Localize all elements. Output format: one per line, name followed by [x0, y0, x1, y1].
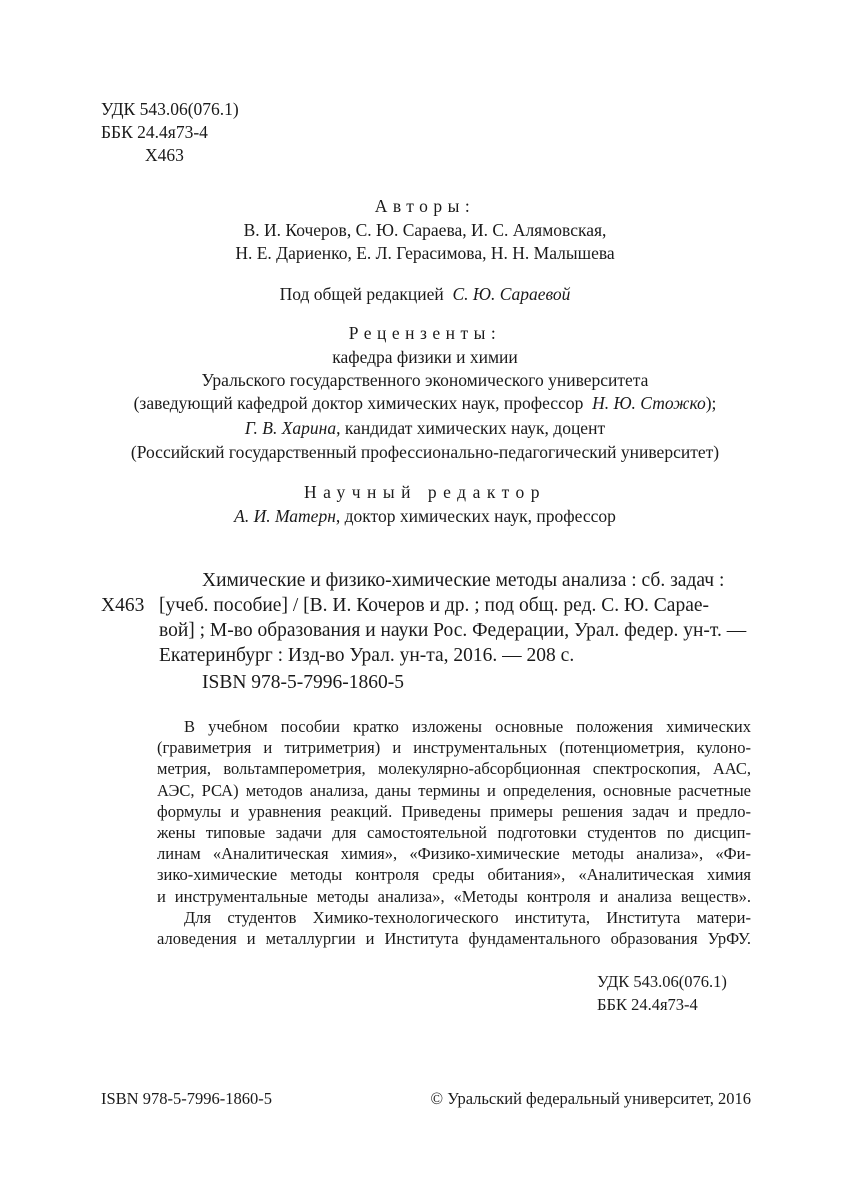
reviewer-head-name: Н. Ю. Стожко — [592, 393, 706, 413]
authors-line-2: Н. Е. Дариенко, Е. Л. Герасимова, Н. Н. Малышева — [235, 243, 615, 263]
general-editor-prefix: Под общей редакцией — [279, 284, 444, 304]
authors-heading: Авторы: — [374, 196, 476, 216]
reviewer-name: Г. В. Харина — [244, 418, 337, 438]
udk-code-bottom: УДК 543.06(076.1) — [597, 972, 727, 991]
reviewers-line-1: кафедра физики и химии — [332, 347, 518, 367]
udk-code: УДК 543.06(076.1) — [101, 99, 239, 119]
annotation-line: В учебном пособии кратко изложены основные положения химических — [184, 717, 751, 736]
catalog-line-3: вой] ; М-во образования и науки Рос. Федерации, Урал. федер. ун-т. — — [159, 620, 747, 641]
reviewers-line-3 — [86, 393, 764, 414]
reviewers-line-2: Уральского государственного экономического университета — [201, 370, 649, 390]
reviewers-line-3-prefix: (заведующий кафедрой доктор химических наук, профессор — [133, 393, 584, 413]
general-editor — [86, 284, 764, 305]
annotation-paragraph-1 — [157, 716, 751, 737]
catalog-author-sign: Х463 — [101, 595, 145, 616]
reviewers-line-3-suffix: ); — [705, 393, 717, 413]
scientific-editor-line — [86, 506, 764, 527]
annotation-line: зико-химические методы контроля среды обитания», «Аналитическая химия — [157, 865, 751, 885]
reviewer-title: , кандидат химических наук, доцент — [336, 418, 606, 438]
catalog-line-4: Екатеринбург : Изд-во Урал. ун-та, 2016. — 208 с. — [159, 645, 575, 666]
scientific-editor-title: , доктор химических наук, профессор — [335, 506, 616, 526]
authors-line-1: В. И. Кочеров, С. Ю. Сараева, И. С. Алямовская, — [243, 220, 607, 240]
annotation-line: Для студентов Химико-технологического института, Института матери- — [184, 907, 751, 927]
catalog-line-2: [учеб. пособие] / [В. И. Кочеров и др. ; под общ. ред. С. Ю. Сарае- — [159, 595, 709, 616]
scientific-editor-heading: Научный редактор — [303, 482, 547, 502]
scientific-editor-name: А. И. Матерн — [234, 506, 336, 526]
catalog-codes-top — [101, 98, 239, 167]
annotation-line: формулы и уравнения реакций. Приведены примеры решения задач и предло- — [157, 801, 751, 821]
annotation-line: АЭС, РСА) методов анализа, даны термины и определения, основные расчетные — [157, 780, 751, 800]
annotation-line: аловедения и металлургии и Института фундаментального образования УрФУ. — [157, 929, 751, 949]
annotation-line: метрия, вольтамперометрия, молекулярно-абсорбционная спектроскопия, ААС, — [157, 759, 751, 779]
bbk-code-bottom: ББК 24.4я73-4 — [597, 995, 698, 1014]
catalog-line-1: Химические и физико-химические методы анализа : сб. задач : — [202, 570, 725, 591]
footer-isbn: ISBN 978-5-7996-1860-5 — [101, 1089, 272, 1108]
reviewers-line-4 — [86, 418, 764, 439]
annotation-line: линам «Аналитическая химия», «Физико-химические методы анализа», «Фи- — [157, 844, 751, 864]
general-editor-name: С. Ю. Сараевой — [452, 284, 571, 304]
annotation-line: жены типовые задачи для самостоятельной подготовки студентов по дисцип- — [157, 823, 751, 843]
author-sign-code: Х463 — [145, 145, 184, 165]
reviewers-heading: Рецензенты: — [348, 323, 502, 343]
reviewers-line-5: (Российский государственный профессионально-педагогический университет) — [130, 442, 720, 462]
annotation-line: и инструментальные методы анализа», «Методы контроля и анализа веществ». — [157, 886, 751, 906]
annotation — [157, 716, 751, 949]
footer-copyright: © Уральский федеральный университет, 2016 — [430, 1089, 751, 1108]
annotation-line: (гравиметрия и титриметрия) и инструментальных (потенциометрия, кулоно- — [157, 738, 751, 758]
catalog-isbn: ISBN 978-5-7996-1860-5 — [202, 672, 405, 693]
bbk-code: ББК 24.4я73-4 — [101, 122, 208, 142]
